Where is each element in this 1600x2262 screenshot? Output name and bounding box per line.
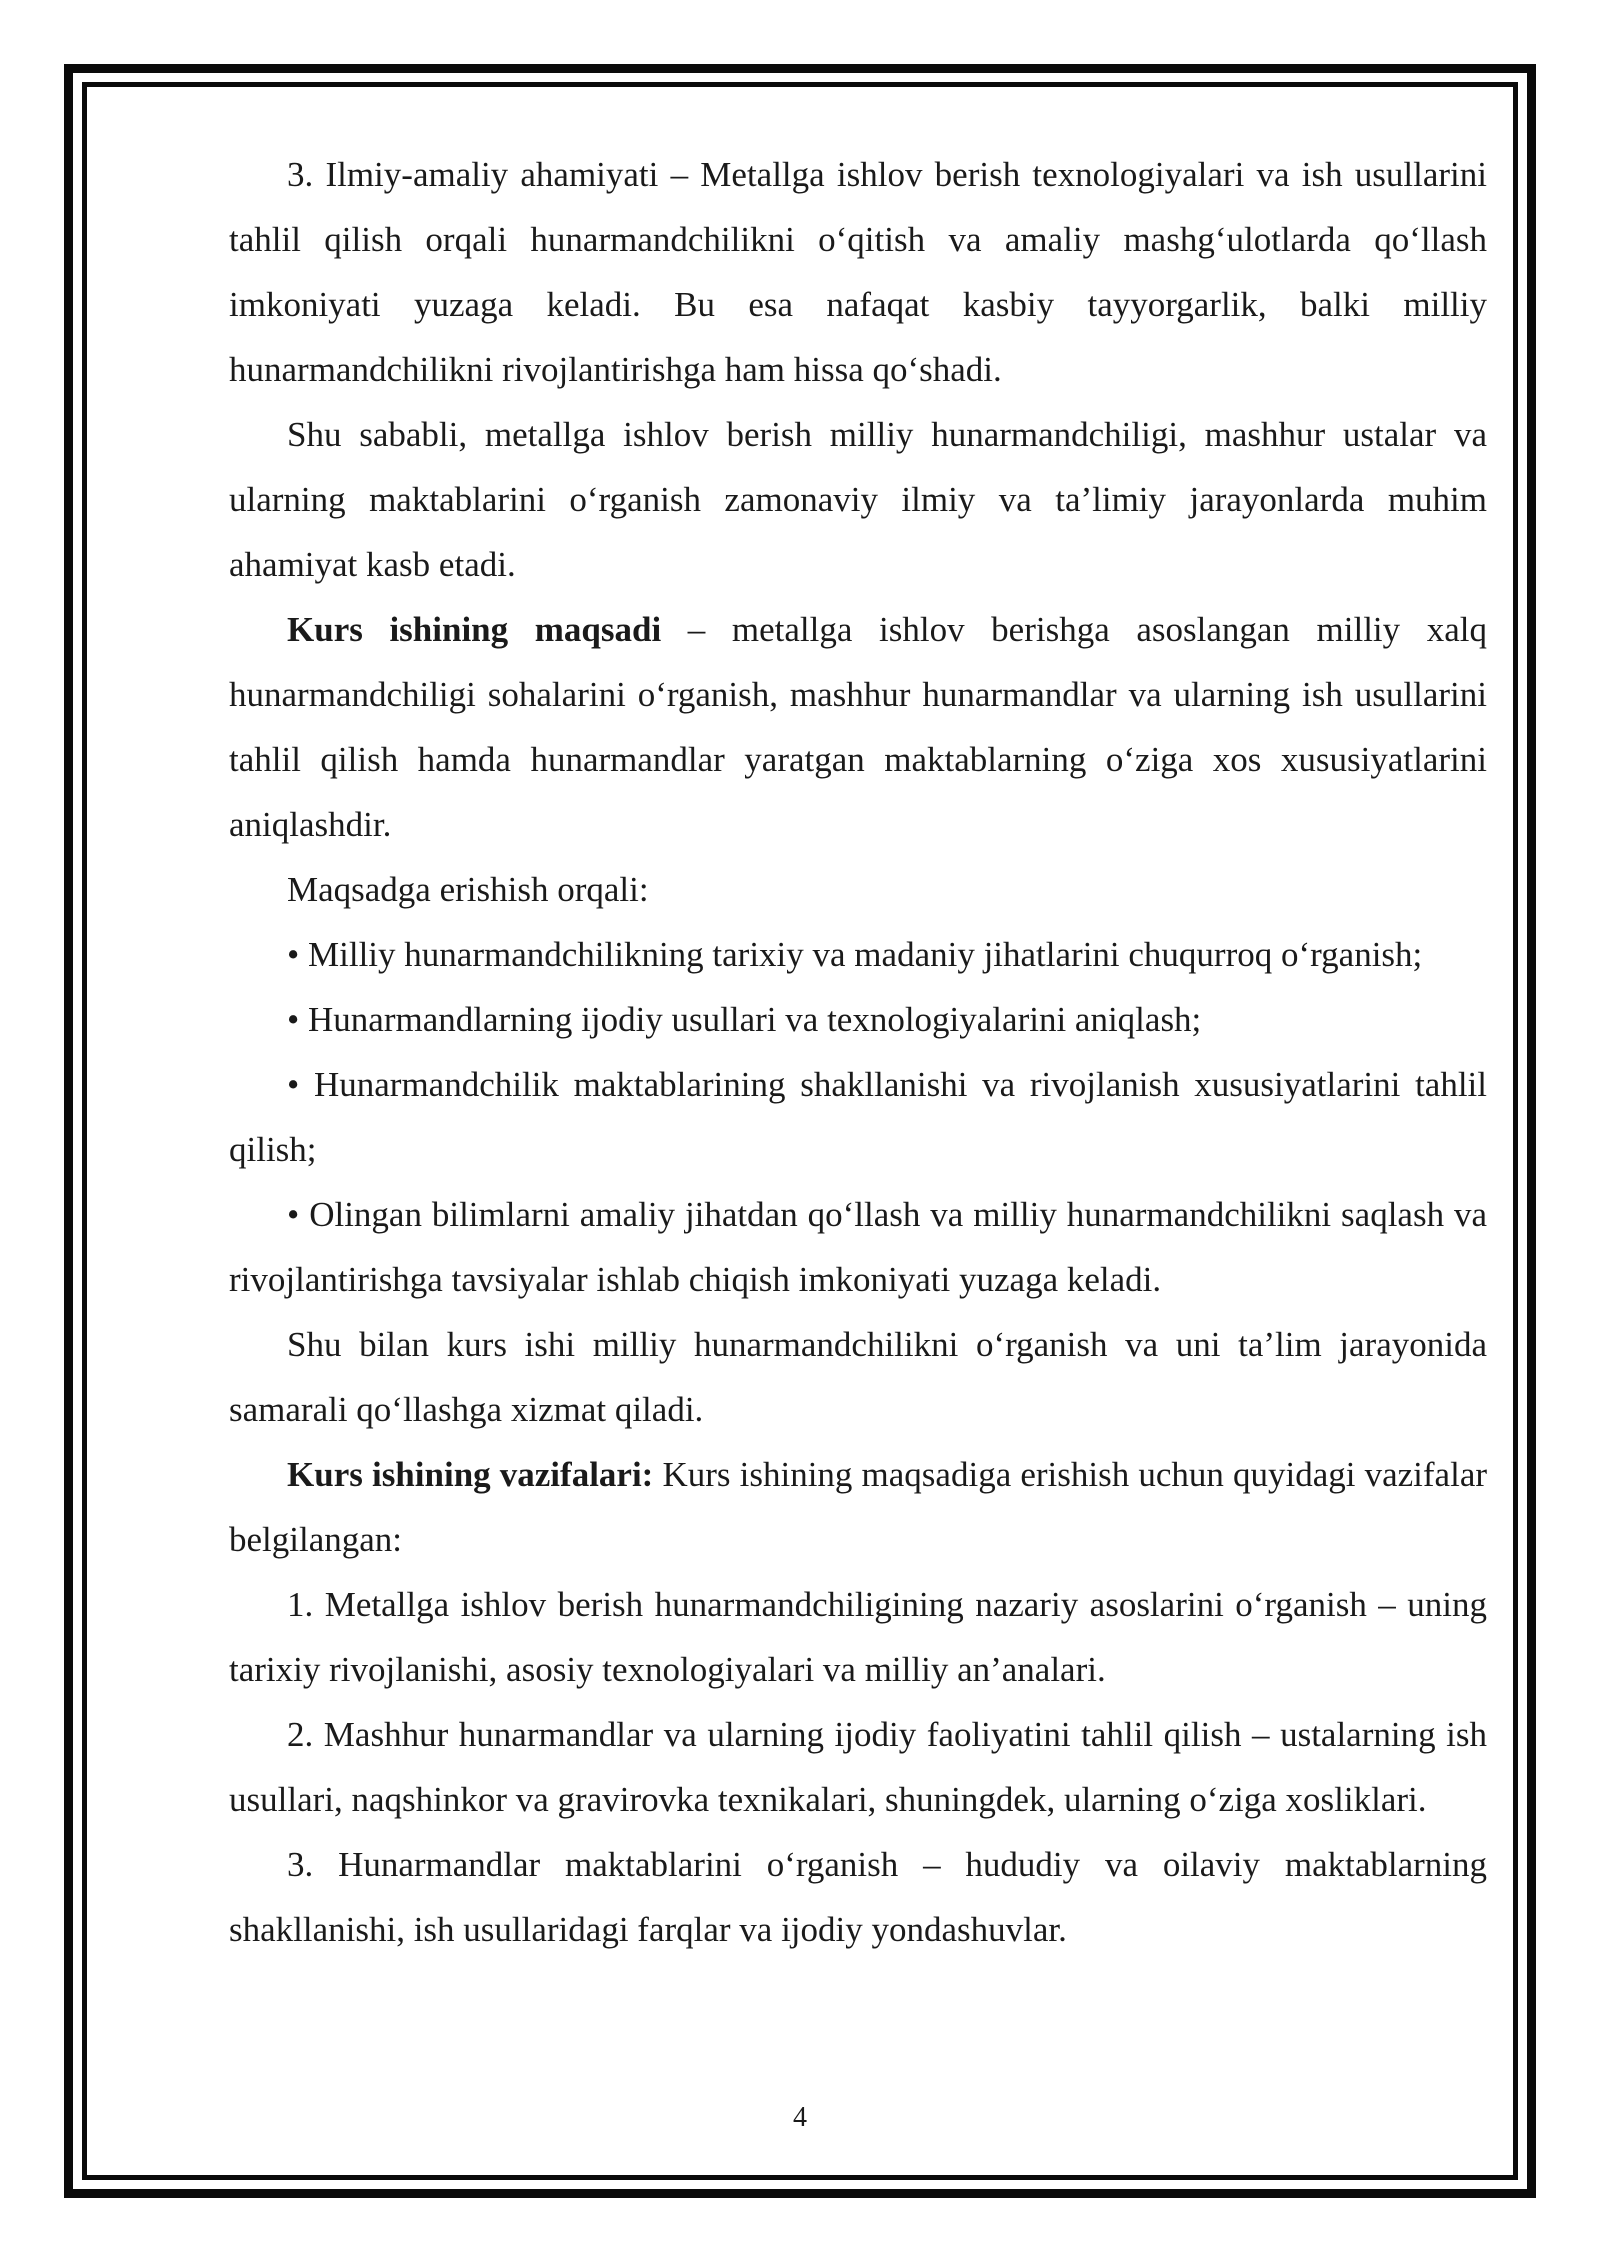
paragraph-scientific-significance: 3. Ilmiy-amaliy ahamiyati – Metallga ishlov berish texnologiyalari va ish usullarini tahlil qilish orqali hunarmandchilikni o‘qitish va amaliy mashg‘ulotlarda qo‘llash imkoniyati yuzaga keladi. Bu esa nafaqat kasbiy tayyorgarlik, balki milliy hunarmandchilikni rivojlantirishga ham hissa qo‘shadi. [229, 155, 1487, 389]
page-number: 4 [793, 2102, 807, 2133]
bullet-item [229, 1052, 1487, 1182]
bullet-icon: • [287, 1065, 300, 1104]
paragraph-course-goal [229, 597, 1487, 857]
course-goal-text: – metallga ishlov berishga asoslangan milliy xalq hunarmandchiligi sohalarini o‘rganish, mashhur hunarmandlar va ularning ish usullarini tahlil qilish hamda hunarmandlar yaratgan maktablarning o‘ziga xos xususiyatlarini aniqlashdir. [229, 610, 1488, 844]
course-tasks-heading: Kurs ishining vazifalari: [287, 1455, 654, 1494]
paragraph-conclusion-importance: Shu sababli, metallga ishlov berish milliy hunarmandchiligi, mashhur ustalar va ularning maktablarini o‘rganish zamonaviy ilmiy va ta’limiy jarayonlarda muhim ahamiyat kasb etadi. [229, 415, 1487, 584]
bullet-icon: • [287, 935, 300, 974]
bullet-text: Olingan bilimlarni amaliy jihatdan qo‘llash va milliy hunarmandchilikni saqlash va rivojlantirishga tavsiyalar ishlab chiqish imkoniyati yuzaga keladi. [229, 1195, 1488, 1299]
task-item: 3. Hunarmandlar maktablarini o‘rganish – hududiy va oilaviy maktablarning shakllanishi, ish usullaridagi farqlar va ijodiy yondashuvlar. [229, 1845, 1487, 1949]
task-item: 1. Metallga ishlov berish hunarmandchiligining nazariy asoslarini o‘rganish – uning tarixiy rivojlanishi, asosiy texnologiyalari va milliy an’analari. [229, 1585, 1487, 1689]
task-item: 2. Mashhur hunarmandlar va ularning ijodiy faoliyatini tahlil qilish – ustalarning ish usullari, naqshinkor va gravirovka texnikalari, shuningdek, ularning o‘ziga xosliklari. [229, 1715, 1487, 1819]
bullet-icon: • [287, 1195, 300, 1234]
paragraph-course-tasks [229, 1442, 1487, 1572]
document-body [229, 142, 1487, 1962]
bullet-text: Hunarmandchilik maktablarining shakllanishi va rivojlanish xususiyatlarini tahlil qilish; [229, 1065, 1488, 1169]
paragraph-goal-intro: Maqsadga erishish orqali: [287, 870, 649, 909]
bullet-icon: • [287, 1000, 300, 1039]
bullet-item [229, 1182, 1487, 1312]
course-tasks-text: Kurs ishining maqsadiga erishish uchun quyidagi vazifalar belgilangan: [229, 1455, 1488, 1559]
paragraph-course-service: Shu bilan kurs ishi milliy hunarmandchilikni o‘rganish va uni ta’lim jarayonida samarali qo‘llashga xizmat qiladi. [229, 1325, 1487, 1429]
bullet-text: Hunarmandlarning ijodiy usullari va texnologiyalarini aniqlash; [308, 1000, 1202, 1039]
bullet-text: Milliy hunarmandchilikning tarixiy va madaniy jihatlarini chuqurroq o‘rganish; [308, 935, 1423, 974]
bullet-item [229, 922, 1487, 987]
course-goal-heading: Kurs ishining maqsadi [287, 610, 662, 649]
bullet-item [229, 987, 1487, 1052]
